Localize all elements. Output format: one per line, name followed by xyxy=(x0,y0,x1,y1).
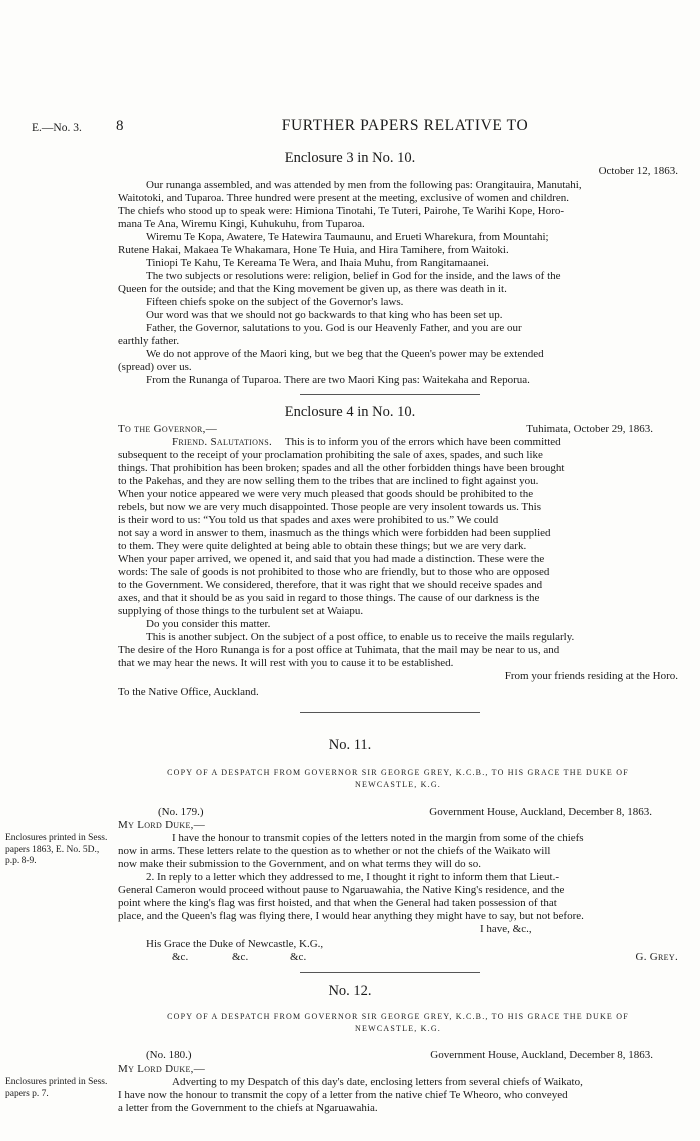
enclosure-4-place-date: Tuhimata, October 29, 1863. xyxy=(526,423,653,435)
no-12-copy-line-1: COPY OF A DESPATCH FROM GOVERNOR SIR GEORGE GREY, K.C.B., TO HIS GRACE THE DUKE OF xyxy=(167,1012,629,1021)
divider xyxy=(300,972,480,973)
no-11-place-date: Government House, Auckland, December 8, 1863. xyxy=(429,806,652,818)
enclosure-3-line: (spread) over us. xyxy=(118,361,192,373)
enclosure-3-line: Our runanga assembled, and was attended by men from the following pas: Orangitauira, Manutahi, xyxy=(146,179,582,191)
enclosure-3-line: The two subjects or resolutions were: religion, belief in God for the inside, and the laws of the xyxy=(146,270,561,282)
divider xyxy=(300,712,480,713)
enclosure-3-line: Father, the Governor, salutations to you. God is our Heavenly Father, and you are our xyxy=(146,322,522,334)
enclosure-4-line: not say a word in answer to them, inasmuch as the things which were forbidden had been supplied xyxy=(118,527,551,539)
enclosure-3-line: Wiremu Te Kopa, Awatere, Te Hatewira Taumaunu, and Erueti Wharekura, from Mountahi; xyxy=(146,231,549,243)
enclosure-4-first-text: This is to inform you of the errors which have been committed xyxy=(284,436,561,448)
enclosure-4-line: things. That prohibition has been broken; spades and all the other forbidden things have been brought xyxy=(118,462,565,474)
enclosure-4-line: subsequent to the receipt of your proclamation prohibiting the sale of axes, spades, and such like xyxy=(118,449,543,461)
enclosure-3-date: October 12, 1863. xyxy=(598,165,678,177)
no-11-line: point where the king's flag was first hoisted, and that when the General had taken possession of that xyxy=(118,897,557,909)
no-12-margin-note: Enclosures printed in Sess. papers p. 7. xyxy=(5,1077,108,1099)
enclosure-3-line: mana Te Ana, Wiremu Kingi, Kuhukuhu, from Tuparoa. xyxy=(118,218,365,230)
enclosure-4-line: that we may hear the news. It will rest with you to cause it to be established. xyxy=(118,657,454,669)
no-11-etc: &c. xyxy=(232,951,249,963)
enclosure-3-line: Fifteen chiefs spoke on the subject of the Governor's laws. xyxy=(146,296,404,308)
enclosure-3-line: Tiniopi Te Kahu, Te Kereama Te Wera, and Ihaia Muhu, from Rangitamaanei. xyxy=(146,257,489,269)
enclosure-4-address: To the Native Office, Auckland. xyxy=(118,686,259,698)
enclosure-3-line: From the Runanga of Tuparoa. There are two Maori King pas: Waitekaha and Reporua. xyxy=(146,374,530,386)
no-11-closing: I have, &c., xyxy=(480,923,532,935)
no-11-line: 2. In reply to a letter which they addressed to me, I thought it right to inform them that Lieut.- xyxy=(146,871,560,883)
enclosure-3-line: The chiefs who stood up to speak were: Himiona Tinotahi, Te Tuteri, Pairohe, Te Warihi Kope, Horo- xyxy=(118,205,565,217)
no-11-line: now in arms. These letters relate to the question as to whether or not the chiefs of the Waikato will xyxy=(118,845,551,857)
no-11-line: place, and the Queen's flag was flying there, I would hear anything they might have to say, but not before. xyxy=(118,910,584,922)
page-number: 8 xyxy=(116,118,124,134)
divider xyxy=(300,394,480,395)
enclosure-3-line: We do not approve of the Maori king, but we beg that the Queen's power may be extended xyxy=(146,348,544,360)
document-code: E.—No. 3. xyxy=(32,122,82,134)
enclosure-4-line: to them. They were quite delighted at being able to obtain these things; but we are very dark. xyxy=(118,540,527,552)
no-12-line: Adverting to my Despatch of this day's date, enclosing letters from several chiefs of Waikato, xyxy=(172,1076,583,1088)
enclosure-3-line: Rutene Hakai, Makaea Te Whakamara, Hone Te Huia, and Hira Tamihere, from Waitoki. xyxy=(118,244,509,256)
enclosure-4-to: To the Governor,— xyxy=(118,423,218,435)
no-12-line: a letter from the Government to the chiefs at Ngaruawahia. xyxy=(118,1102,378,1114)
enclosure-4-line: to the Pakehas, and they are now selling them to the tribes that are inclined to fight against you. xyxy=(118,475,539,487)
no-11-line: now make their submission to the Government, and on what terms they will do so. xyxy=(118,858,481,870)
enclosure-3-line: Our word was that we should not go backwards to that king who has been set up. xyxy=(146,309,503,321)
running-title: FURTHER PAPERS RELATIVE TO xyxy=(281,117,529,134)
enclosure-4-line: to the Government. We considered, therefore, that it was right that we should receive spades and xyxy=(118,579,543,591)
no-11-margin-note: Enclosures printed in Sess. papers 1863, E. No. 5D., p.p. 8-9. xyxy=(5,833,108,866)
no-11-heading: No. 11. xyxy=(328,737,372,753)
enclosure-3-line: Queen for the outside; and that the King movement be given up, as there was death in it. xyxy=(118,283,507,295)
enclosure-4-line: rebels, but now we are very much disappointed. Those people are very insolent towards us. This xyxy=(118,501,541,513)
no-11-line: General Cameron would proceed without pause to Ngaruawahia, the Native King's residence, and the xyxy=(118,884,565,896)
enclosure-4-heading: Enclosure 4 in No. 10. xyxy=(284,404,416,420)
enclosure-4-line: The desire of the Horo Runanga is for a post office at Tuhimata, that the mail may be near to us, and xyxy=(118,644,560,656)
enclosure-4-first-line xyxy=(172,436,678,449)
enclosure-4-salutation: Friend. Salutations. xyxy=(172,436,273,448)
enclosure-4-line: supplying of those things to the turbulent set at Waiapu. xyxy=(118,605,364,617)
no-12-heading: No. 12. xyxy=(328,983,372,999)
enclosure-4-line: When your paper arrived, we opened it, and said that you had made a distinction. These were the xyxy=(118,553,545,565)
no-11-despatch-number: (No. 179.) xyxy=(158,806,204,818)
enclosure-4-line: When your notice appeared we were very much pleased that goods should be prohibited to the xyxy=(118,488,534,500)
no-12-salutation: My Lord Duke,— xyxy=(118,1063,206,1075)
no-12-place-date: Government House, Auckland, December 8, 1863. xyxy=(430,1049,653,1061)
enclosure-4-signature: From your friends residing at the Horo. xyxy=(504,670,678,682)
no-12-line: I have now the honour to transmit the copy of a letter from the native chief Te Wheoro, who conveyed xyxy=(118,1089,568,1101)
no-11-etc: &c. xyxy=(172,951,189,963)
no-12-copy-line-2: NEWCASTLE, K.G. xyxy=(355,1024,441,1033)
no-11-signer: G. Grey. xyxy=(635,951,678,963)
no-11-copy-line-1: COPY OF A DESPATCH FROM GOVERNOR SIR GEORGE GREY, K.C.B., TO HIS GRACE THE DUKE OF xyxy=(167,768,629,777)
no-11-line: I have the honour to transmit copies of the letters noted in the margin from some of the chiefs xyxy=(172,832,584,844)
enclosure-4-line: Do you consider this matter. xyxy=(146,618,271,630)
no-12-despatch-number: (No. 180.) xyxy=(146,1049,192,1061)
no-11-etc: &c. xyxy=(290,951,307,963)
enclosure-4-line: is their word to us: “You told us that spades and axes were prohibited to us.” We could xyxy=(118,514,499,526)
enclosure-3-line: earthly father. xyxy=(118,335,180,347)
no-11-salutation: My Lord Duke,— xyxy=(118,819,206,831)
no-11-addressee: His Grace the Duke of Newcastle, K.G., xyxy=(146,938,324,950)
enclosure-4-line: axes, and that it should be as you said in regard to those things. The cause of our darkness is the xyxy=(118,592,540,604)
enclosure-4-line: words: The sale of goods is not prohibited to those who are friendly, but to those who are opposed xyxy=(118,566,550,578)
enclosure-3-heading: Enclosure 3 in No. 10. xyxy=(284,150,416,166)
enclosure-4-line: This is another subject. On the subject of a post office, to enable us to receive the mails regularly. xyxy=(146,631,575,643)
no-11-copy-line-2: NEWCASTLE, K.G. xyxy=(355,780,441,789)
enclosure-3-line: Waitotoki, and Tuparoa. Three hundred were present at the meeting, exclusive of women and children. xyxy=(118,192,569,204)
